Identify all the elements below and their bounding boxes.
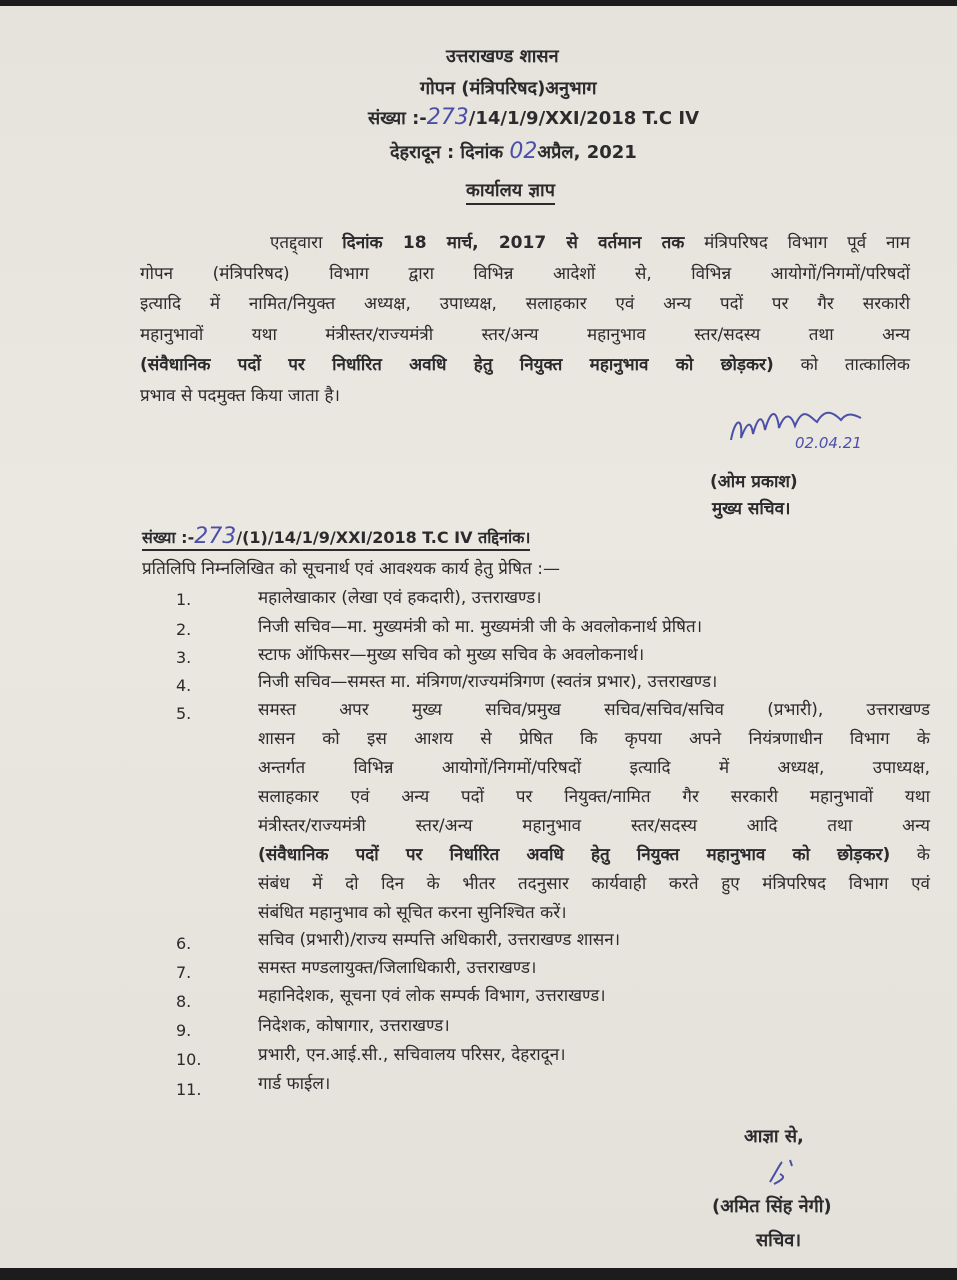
- date-suffix: अप्रैल, 2021: [537, 142, 637, 163]
- body-line: गोपन (मंत्रिपरिषद) विभाग द्वारा विभिन्न आदेशों से, विभिन्न आयोगों/निगमों/परिषदों: [140, 263, 910, 284]
- list-item: [258, 954, 930, 983]
- list-item: [258, 1070, 930, 1099]
- body-line: इत्यादि में नामित/नियुक्त अध्यक्ष, उपाध्यक्ष, सलाहकार एवं अन्य पदों पर गैर सरकारी: [140, 294, 910, 314]
- document-page: [0, 6, 957, 1268]
- signature-amit-singh-negi: [762, 1154, 802, 1190]
- list-item-text: अन्तर्गत विभिन्न आयोगों/निगमों/परिषदों इत्यादि में अध्यक्ष, उपाध्यक्ष,: [258, 758, 930, 778]
- signatory1-designation: मुख्य सचिव।: [712, 499, 791, 519]
- section-name: गोपन (मंत्रिपरिषद)अनुभाग: [420, 78, 597, 99]
- list-item-text: मंत्रीस्तर/राज्यमंत्री स्तर/अन्य महानुभाव स्तर/सदस्य आदि तथा अन्य: [258, 816, 930, 836]
- list-item-number: 9.: [176, 1021, 192, 1040]
- list-item: [258, 982, 930, 1011]
- signature-om-prakash: [725, 398, 895, 462]
- list-item-text: प्रभारी, एन.आई.सी., सचिवालय परिसर, देहरादून।: [258, 1045, 566, 1065]
- list-item-text: गार्ड फाईल।: [258, 1074, 331, 1094]
- reference-prefix: संख्या :-: [368, 108, 427, 129]
- signature-scribble-icon: [725, 398, 895, 462]
- list-item-number: 4.: [176, 676, 192, 695]
- body-line: (संवैधानिक पदों पर निर्धारित अवधि हेतु नियुक्त महानुभाव को छोड़कर) को तात्कालिक: [140, 355, 910, 375]
- date-prefix: देहरादून : दिनांक: [390, 142, 504, 163]
- list-item-text: निदेशक, कोषागार, उत्तराखण्ड।: [258, 1016, 450, 1036]
- list-item-text: निजी सचिव—मा. मुख्यमंत्री को मा. मुख्यमंत्री जी के अवलोकनार्थ प्रेषित।: [258, 617, 703, 637]
- list-item: [258, 668, 930, 697]
- list-item: [258, 1041, 930, 1070]
- copy-ref-handwritten-number: 273: [194, 524, 237, 549]
- reference-handwritten-number: 273: [426, 105, 469, 130]
- list-item-number: 11.: [176, 1080, 202, 1099]
- list-item-text: संबंध में दो दिन के भीतर तदनुसार कार्यवाही करते हुए मंत्रिपरिषद विभाग एवं: [258, 874, 930, 894]
- list-item: [258, 641, 930, 670]
- list-item-text: सलाहकार एवं अन्य पदों पर नियुक्त/नामित गैर सरकारी महानुभावों यथा: [258, 787, 930, 807]
- list-item-number: 8.: [176, 992, 192, 1011]
- body-paragraph: [140, 228, 910, 411]
- list-item: [258, 613, 930, 642]
- list-item-text: महालेखाकार (लेखा एवं हकदारी), उत्तराखण्ड।: [258, 588, 542, 608]
- signatory1-name: (ओम प्रकाश): [710, 472, 798, 492]
- signature-scribble-icon: [762, 1154, 802, 1190]
- list-item-number: 1.: [176, 590, 192, 609]
- copy-ref-suffix: /(1)/14/1/9/XXI/2018 T.C IV तद्दिनांक।: [236, 528, 531, 547]
- list-item-text: सचिव (प्रभारी)/राज्य सम्पत्ति अधिकारी, उत्तराखण्ड शासन।: [258, 930, 621, 950]
- copy-intro: प्रतिलिपि निम्नलिखित को सूचनार्थ एवं आवश्यक कार्य हेतु प्रेषित :—: [142, 559, 560, 579]
- list-item-number: 3.: [176, 648, 192, 667]
- signatory2-name: (अमित सिंह नेगी): [712, 1196, 832, 1217]
- list-item: [258, 584, 930, 613]
- list-item-number: 10.: [176, 1050, 202, 1069]
- list-item-number: 5.: [176, 704, 192, 723]
- body-line: प्रभाव से पदमुक्त किया जाता है।: [140, 385, 340, 406]
- list-item-text: महानिदेशक, सूचना एवं लोक सम्पर्क विभाग, उत्तराखण्ड।: [258, 986, 606, 1006]
- copy-ref-prefix: संख्या :-: [142, 528, 195, 547]
- place-date: [390, 139, 637, 164]
- list-item-number: 6.: [176, 934, 192, 953]
- list-item-text: स्टाफ ऑफिसर—मुख्य सचिव को मुख्य सचिव के अवलोकनार्थ।: [258, 645, 645, 665]
- list-item-text: संबंधित महानुभाव को सूचित करना सुनिश्चित करें।: [258, 903, 567, 923]
- list-item: [258, 1012, 930, 1041]
- list-item: [258, 696, 930, 928]
- list-item-number: 2.: [176, 620, 192, 639]
- document-title: कार्यालय ज्ञाप: [466, 178, 555, 205]
- list-item: [258, 926, 930, 955]
- by-order-text: आज्ञा से,: [744, 1126, 804, 1147]
- body-line: एतद्द्वारा दिनांक 18 मार्च, 2017 से वर्तमान तक मंत्रिपरिषद विभाग पूर्व नाम: [270, 233, 911, 253]
- signatory2-designation: सचिव।: [756, 1230, 802, 1251]
- list-item-text: शासन को इस आशय से प्रेषित कि कृपया अपने नियंत्रणाधीन विभाग के: [258, 729, 930, 749]
- govt-name: उत्तराखण्ड शासन: [446, 46, 559, 67]
- list-item-number: 7.: [176, 963, 192, 982]
- signature-date: 02.04.21: [795, 434, 862, 452]
- list-item-text: समस्त अपर मुख्य सचिव/प्रमुख सचिव/सचिव/सचिव (प्रभारी), उत्तराखण्ड: [258, 700, 930, 720]
- list-item-text: (संवैधानिक पदों पर निर्धारित अवधि हेतु नियुक्त महानुभाव को छोड़कर) के: [258, 845, 930, 865]
- copy-reference-number: [142, 524, 530, 551]
- body-line: महानुभावों यथा मंत्रीस्तर/राज्यमंत्री स्तर/अन्य महानुभाव स्तर/सदस्य तथा अन्य: [140, 324, 910, 345]
- list-item-text: समस्त मण्डलायुक्त/जिलाधिकारी, उत्तराखण्ड।: [258, 958, 537, 978]
- date-handwritten-day: 02: [509, 139, 538, 164]
- reference-suffix: /14/1/9/XXI/2018 T.C IV: [468, 108, 700, 129]
- list-item-text: निजी सचिव—समस्त मा. मंत्रिगण/राज्यमंत्रिगण (स्वतंत्र प्रभार), उत्तराखण्ड।: [258, 672, 718, 692]
- reference-number: [368, 105, 699, 130]
